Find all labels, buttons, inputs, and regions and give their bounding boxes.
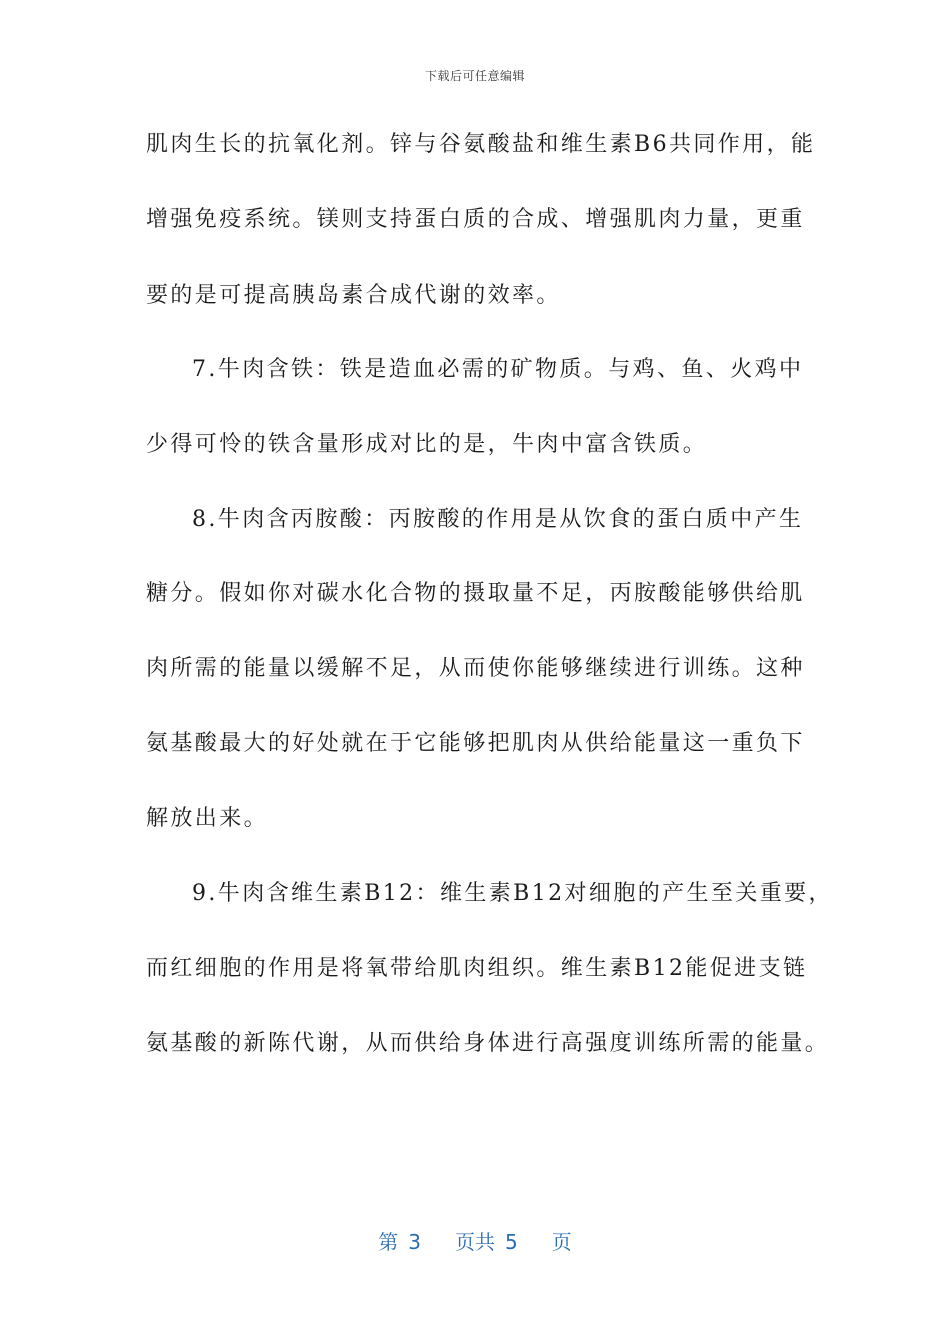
text-line: 肌肉生长的抗氧化剂。锌与谷氨酸盐和维生素B6共同作用，能 (146, 132, 816, 157)
current-page-number: 3 (408, 1230, 421, 1254)
text-line: 要的是可提高胰岛素合成代谢的效率。 (146, 283, 561, 308)
header-note: 下载后可任意编辑 (424, 69, 525, 83)
text-line: 9.牛肉含维生素B12：维生素B12对细胞的产生至关重要， (192, 881, 833, 906)
text-line: 少得可怜的铁含量形成对比的是，牛肉中富含铁质。 (146, 432, 708, 457)
text-line: 7.牛肉含铁：铁是造血必需的矿物质。与鸡、鱼、火鸡中 (192, 357, 804, 382)
text-line: 肉所需的能量以缓解不足，从而使你能够继续进行训练。这种 (146, 656, 805, 681)
text-line: 糖分。假如你对碳水化合物的摄取量不足，丙胺酸能够供给肌 (146, 581, 805, 606)
footer-middle: 页共 (455, 1230, 495, 1254)
text-line: 增强免疫系统。镁则支持蛋白质的合成、增强肌肉力量，更重 (146, 207, 805, 232)
footer-suffix: 页 (551, 1230, 572, 1254)
text-line: 氨基酸的新陈代谢，从而供给身体进行高强度训练所需的能量。 (146, 1031, 830, 1056)
footer-prefix: 第 (378, 1230, 399, 1254)
page-footer (0, 1226, 950, 1255)
total-page-number: 5 (505, 1230, 518, 1254)
text-line: 而红细胞的作用是将氧带给肌肉组织。维生素B12能促进支链 (146, 956, 808, 981)
text-line: 解放出来。 (146, 806, 269, 831)
text-line: 8.牛肉含丙胺酸：丙胺酸的作用是从饮食的蛋白质中产生 (192, 507, 804, 532)
text-line: 氨基酸最大的好处就在于它能够把肌肉从供给能量这一重负下 (146, 731, 805, 756)
